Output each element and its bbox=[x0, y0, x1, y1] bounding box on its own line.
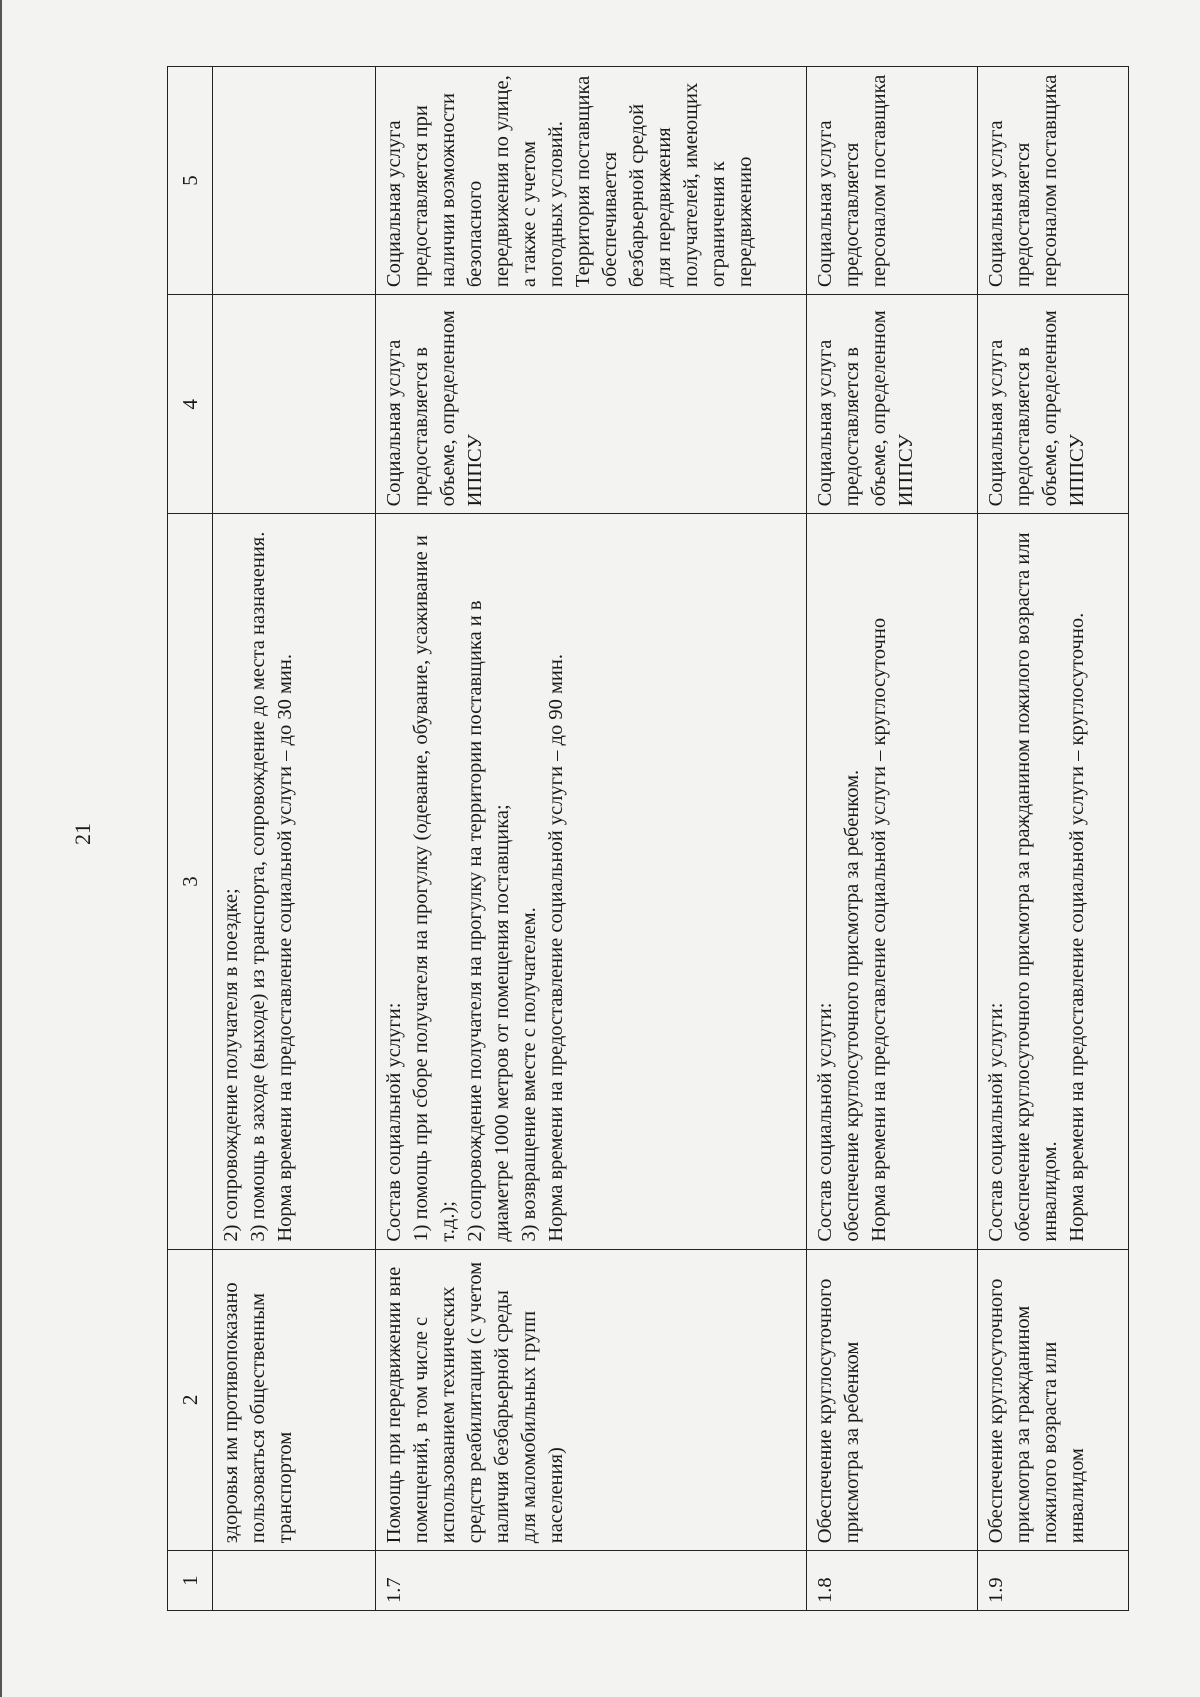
column-header-5: 5 bbox=[168, 67, 213, 295]
table-row-1-9 bbox=[978, 67, 1129, 1611]
column-header-2: 2 bbox=[168, 1249, 213, 1551]
table-row-1-7 bbox=[376, 67, 807, 1611]
cell-conditions: Социальная услуга предоставляется персоналом поставщика bbox=[807, 67, 978, 295]
rotated-page-content bbox=[167, 66, 1088, 1611]
cell-composition bbox=[213, 514, 376, 1249]
cell-volume: Социальная услуга предоставляется в объеме, определенном ИППСУ bbox=[807, 295, 978, 514]
composition-line: Состав социальной услуги: bbox=[985, 1002, 1007, 1242]
scan-edge-line bbox=[0, 0, 2, 1697]
composition-line: 1) помощь при сборе получателя на прогулку (одевание, обувание, усаживание и т.д.); bbox=[410, 535, 459, 1242]
cell-number: 1.7 bbox=[376, 1551, 807, 1611]
composition-line: Состав социальной услуги: bbox=[383, 1002, 405, 1242]
column-header-1: 1 bbox=[168, 1551, 213, 1611]
composition-line: 2) сопровождение получателя на прогулку на территории поставщика и в диаметре 1000 метров от помещения поставщика; bbox=[464, 600, 513, 1242]
composition-line: Норма времени на предоставление социальной услуги – круглосуточно. bbox=[1066, 612, 1088, 1242]
cell-volume bbox=[213, 295, 376, 514]
composition-line: обеспечение круглосуточного присмотра за гражданином пожилого возраста или инвалидом. bbox=[1012, 532, 1061, 1242]
cell-composition bbox=[978, 514, 1129, 1249]
cell-composition bbox=[807, 514, 978, 1249]
cell-service-name: Обеспечение круглосуточного присмотра за гражданином пожилого возраста или инвалидом bbox=[978, 1249, 1129, 1551]
cell-number: 1.9 bbox=[978, 1551, 1129, 1611]
table-header-row bbox=[168, 67, 213, 1611]
composition-line: 2) сопровождение получателя в поездке; bbox=[220, 888, 242, 1242]
cell-service-name: Обеспечение круглосуточного присмотра за ребенком bbox=[807, 1249, 978, 1551]
cell-number: 1.8 bbox=[807, 1551, 978, 1611]
cell-composition bbox=[376, 514, 807, 1249]
table-row-continuation bbox=[213, 67, 376, 1611]
composition-line: 3) возвращение вместе с получателем. bbox=[518, 907, 540, 1242]
table-row-1-8 bbox=[807, 67, 978, 1611]
column-header-4: 4 bbox=[168, 295, 213, 514]
composition-line: обеспечение круглосуточного присмотра за ребенком. bbox=[841, 769, 863, 1242]
composition-line: Состав социальной услуги: bbox=[814, 1002, 836, 1242]
cell-volume: Социальная услуга предоставляется в объеме, определенном ИППСУ bbox=[376, 295, 807, 514]
cell-conditions: Социальная услуга предоставляется при наличии возможности безопасного передвижения по улице, а также с учетом погодных условий. Территория поставщика обеспечивается безбарьерной средой для передвижения получателей, имеющих ограничения к передвижению bbox=[376, 67, 807, 295]
cell-number bbox=[213, 1551, 376, 1611]
cell-service-name: здоровья им противопоказано пользоваться общественным транспортом bbox=[213, 1249, 376, 1551]
composition-line: 3) помощь в заходе (выходе) из транспорта, сопровождение до места назначения. bbox=[247, 531, 269, 1242]
page-number: 21 bbox=[70, 823, 95, 845]
cell-service-name: Помощь при передвижении вне помещений, в том числе с использованием технических средств реабилитации (с учетом наличия безбарьерной среды для маломобильных групп населения) bbox=[376, 1249, 807, 1551]
column-header-3: 3 bbox=[168, 514, 213, 1249]
cell-conditions: Социальная услуга предоставляется персоналом поставщика bbox=[978, 67, 1129, 295]
composition-line: Норма времени на предоставление социальной услуги – до 90 мин. bbox=[545, 654, 567, 1242]
composition-line: Норма времени на предоставление социальной услуги – до 30 мин. bbox=[274, 654, 296, 1242]
cell-conditions bbox=[213, 67, 376, 295]
cell-volume: Социальная услуга предоставляется в объеме, определенном ИППСУ bbox=[978, 295, 1129, 514]
services-table bbox=[167, 66, 1129, 1611]
composition-line: Норма времени на предоставление социальной услуги – круглосуточно bbox=[868, 617, 890, 1242]
